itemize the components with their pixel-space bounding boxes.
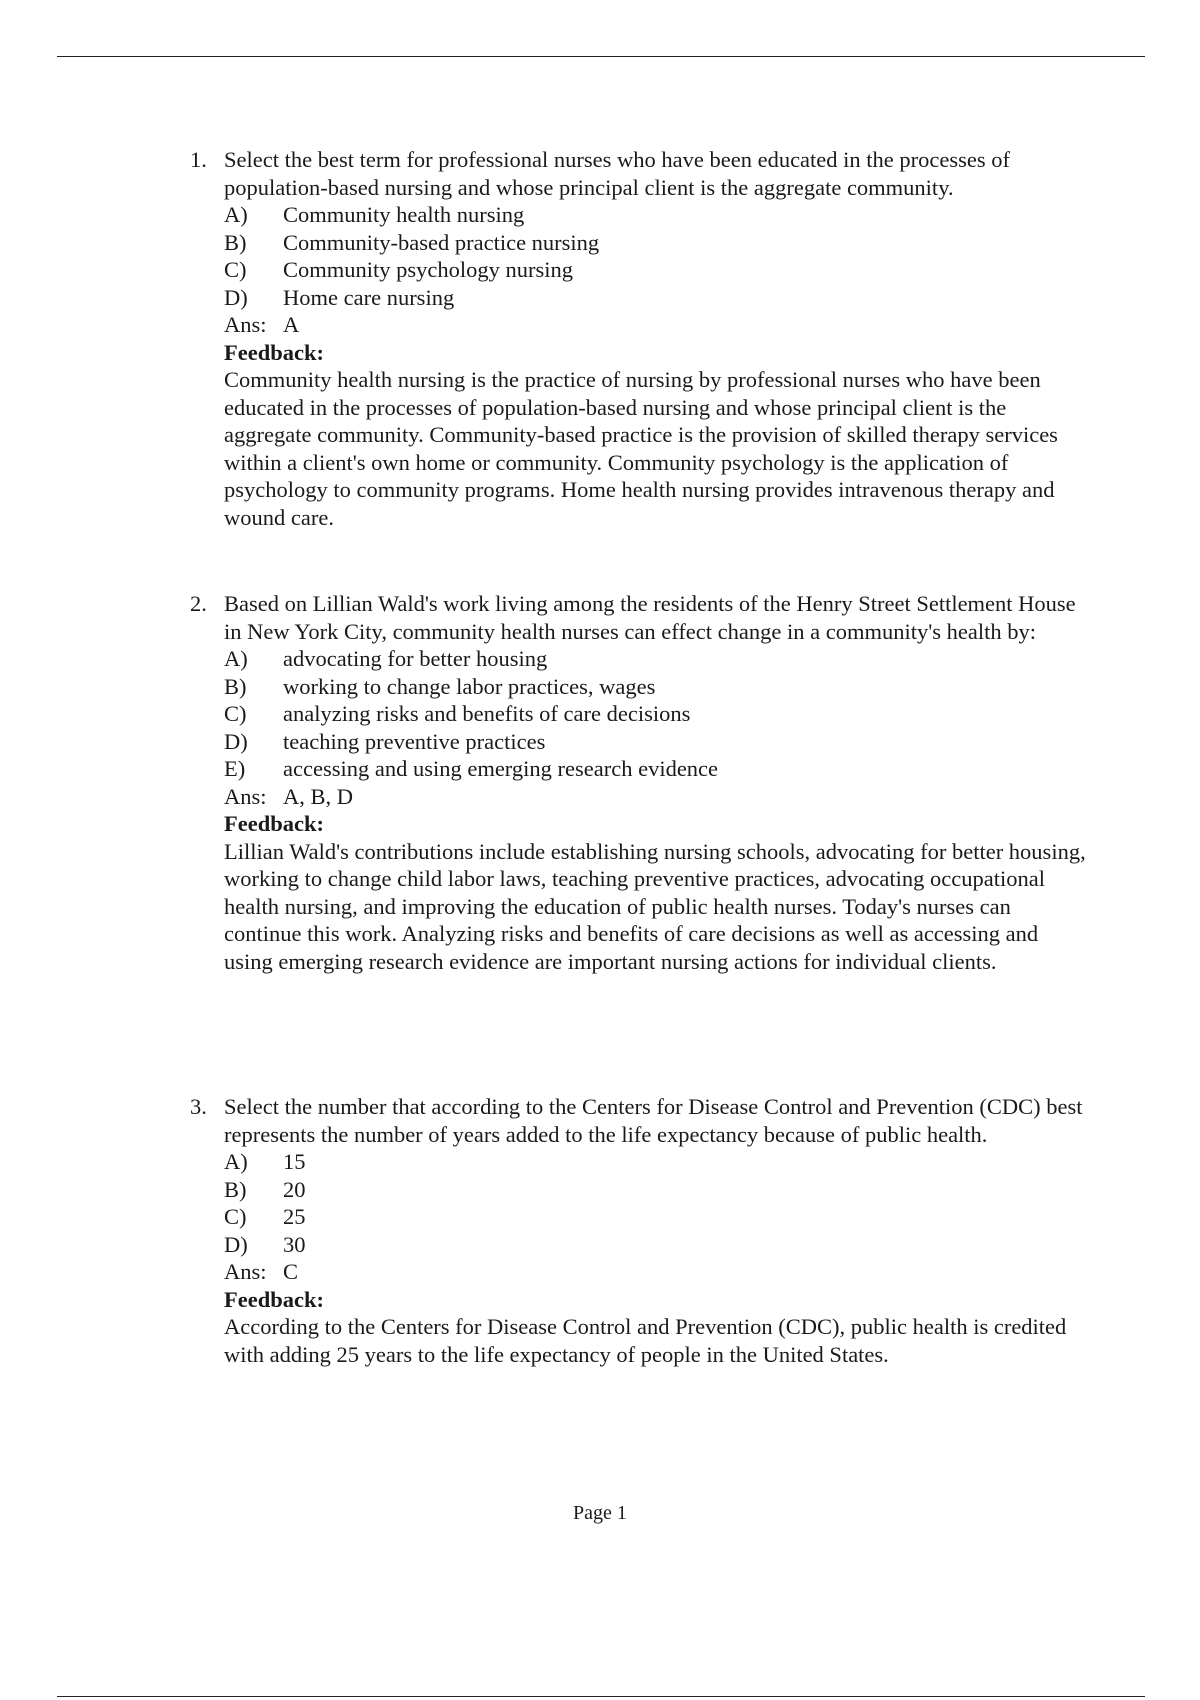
- question-stem: Select the number that according to the Centers for Disease Control and Prevention (CDC) best represents the number of years added to the life expectancy because of public health.: [224, 1094, 1083, 1147]
- option-d: [224, 284, 1090, 312]
- option-text: 15: [283, 1149, 306, 1174]
- option-text: analyzing risks and benefits of care decisions: [283, 701, 691, 726]
- option-d: [224, 728, 1090, 756]
- answer-line: [224, 1258, 1090, 1286]
- answer-label: Ans:: [224, 783, 267, 809]
- option-letter: A): [224, 202, 248, 227]
- answer-options: [224, 201, 1090, 311]
- answer-line: [224, 311, 1090, 339]
- option-d: [224, 1231, 1090, 1259]
- option-letter: D): [224, 1231, 248, 1257]
- question-stem: Select the best term for professional nurses who have been educated in the processes of population-based nursing and whose principal client is the aggregate community.: [224, 147, 1010, 200]
- option-text: 25: [283, 1204, 306, 1229]
- answer-value: A, B, D: [283, 783, 354, 809]
- feedback-text: Lillian Wald's contributions include establishing nursing schools, advocating for better housing, working to change child labor laws, teaching preventive practices, advocating occupational health nursing, and improving the education of public health nurses. Today's nurses can continue this work. Analyzing risks and benefits of care decisions as well as accessing and using emerging research evidence are important nursing actions for individual clients.: [224, 838, 1086, 974]
- answer-label: Ans:: [224, 1259, 267, 1284]
- answer-line: [224, 783, 1090, 811]
- feedback-label: Feedback:: [224, 1286, 324, 1312]
- option-text: working to change labor practices, wages: [283, 673, 656, 699]
- option-letter: B): [224, 229, 247, 255]
- option-c: [224, 1203, 1090, 1231]
- option-text: 20: [283, 1176, 306, 1202]
- question-number: 2.: [190, 591, 207, 616]
- footer-rule: [57, 1696, 1145, 1697]
- option-c: [224, 700, 1090, 728]
- option-b: [224, 229, 1090, 257]
- answer-label: Ans:: [224, 312, 267, 337]
- option-a: [224, 201, 1090, 229]
- option-letter: B): [224, 1176, 247, 1202]
- question-1: [190, 146, 1090, 531]
- option-text: Community health nursing: [283, 202, 525, 227]
- feedback-label: Feedback:: [224, 811, 324, 836]
- option-letter: D): [224, 284, 248, 310]
- option-letter: C): [224, 1204, 247, 1229]
- question-stem: Based on Lillian Wald's work living among the residents of the Henry Street Settlement House in New York City, community health nurses can effect change in a community's health by:: [224, 591, 1076, 644]
- option-text: Community psychology nursing: [283, 257, 574, 282]
- answer-value: C: [283, 1259, 299, 1284]
- feedback-label: Feedback:: [224, 339, 324, 365]
- option-text: teaching preventive practices: [283, 728, 546, 754]
- option-text: accessing and using emerging research evidence: [283, 756, 719, 781]
- answer-options: [224, 1148, 1090, 1258]
- option-b: [224, 673, 1090, 701]
- option-text: Home care nursing: [283, 284, 455, 310]
- option-letter: C): [224, 701, 247, 726]
- option-letter: A): [224, 646, 248, 671]
- option-a: [224, 1148, 1090, 1176]
- question-number: 1.: [190, 147, 207, 172]
- question-2: [190, 590, 1090, 975]
- option-letter: A): [224, 1149, 248, 1174]
- answer-value: A: [283, 312, 300, 337]
- page-number: Page 1: [573, 1502, 627, 1524]
- option-text: advocating for better housing: [283, 646, 548, 671]
- option-b: [224, 1176, 1090, 1204]
- answer-options: [224, 645, 1090, 783]
- feedback-text: Community health nursing is the practice of nursing by professional nurses who have been educated in the processes of population-based nursing and whose principal client is the aggregate community. Community-based practice is the provision of skilled therapy services within a client's own home or community. Community psychology is the application of psychology to community programs. Home health nursing provides intravenous therapy and wound care.: [224, 367, 1058, 530]
- option-letter: C): [224, 257, 247, 282]
- option-text: Community-based practice nursing: [283, 229, 600, 255]
- option-a: [224, 645, 1090, 673]
- question-3: [190, 1093, 1090, 1368]
- option-e: [224, 755, 1090, 783]
- feedback-text: According to the Centers for Disease Control and Prevention (CDC), public health is credited with adding 25 years to the life expectancy of people in the United States.: [224, 1314, 1067, 1367]
- option-letter: D): [224, 728, 248, 754]
- option-text: 30: [283, 1231, 306, 1257]
- option-c: [224, 256, 1090, 284]
- question-number: 3.: [190, 1094, 207, 1119]
- header-rule: [57, 56, 1145, 57]
- option-letter: E): [224, 756, 246, 781]
- option-letter: B): [224, 673, 247, 699]
